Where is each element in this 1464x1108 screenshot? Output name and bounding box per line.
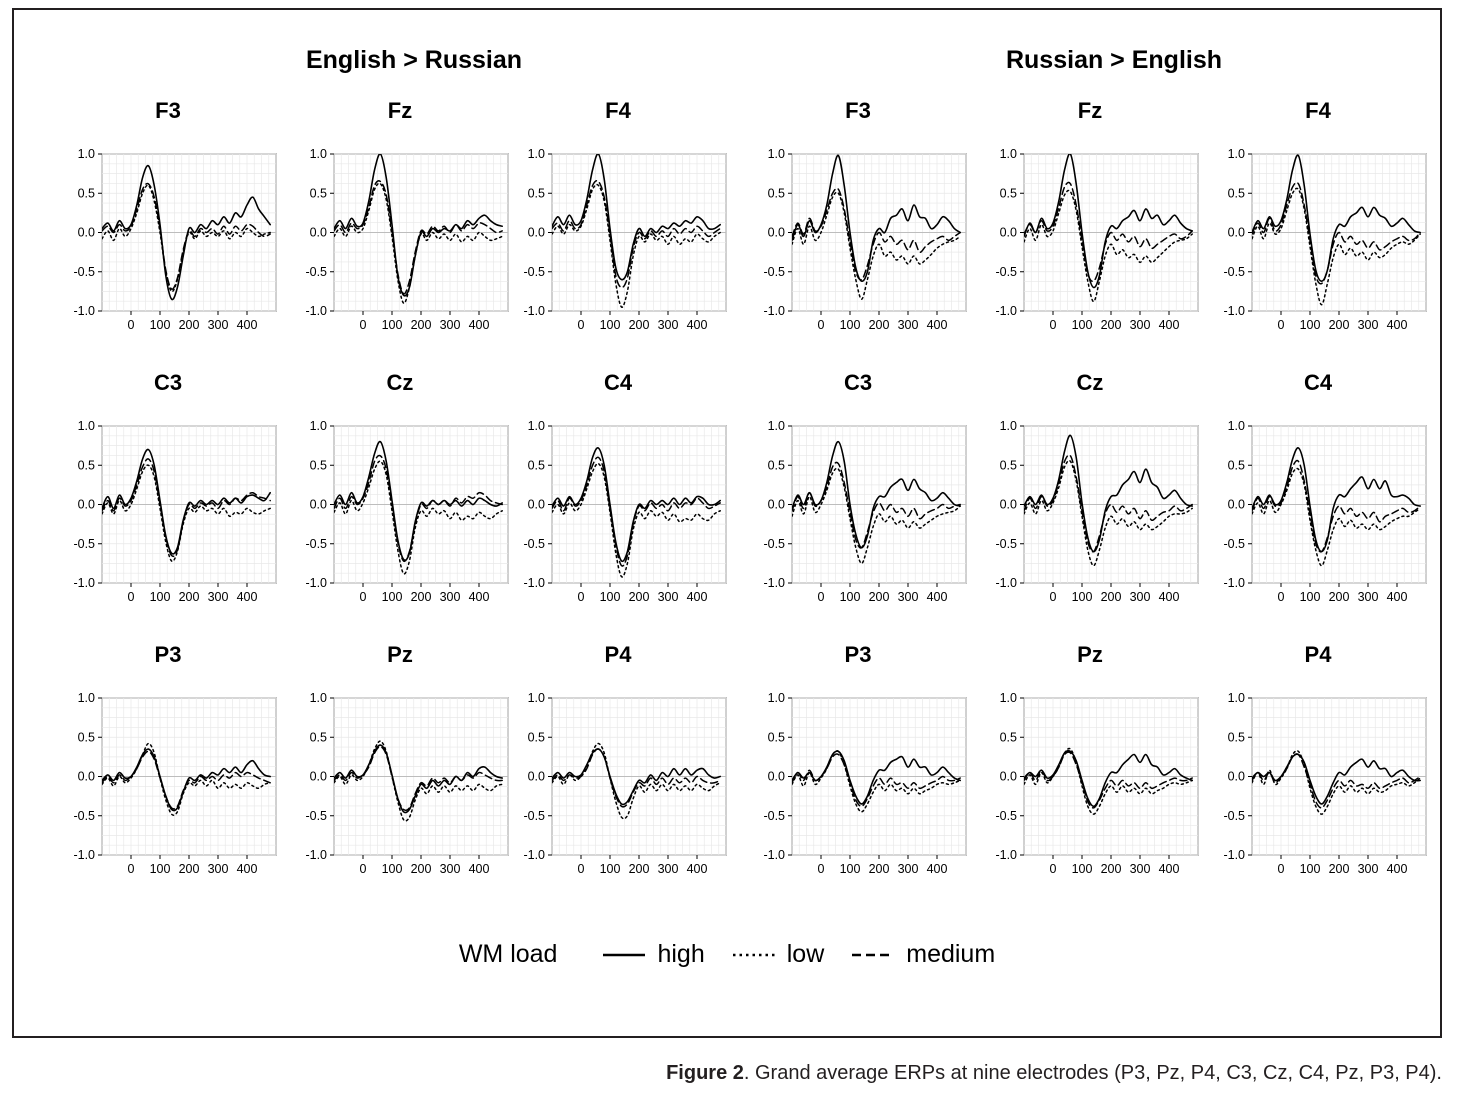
y-tick-label: 1.0 (527, 419, 545, 433)
x-tick-label: 400 (686, 590, 708, 604)
y-tick-label: -1.0 (73, 848, 95, 862)
panel-title: Pz (1077, 642, 1103, 667)
erp-panel-f4-eng-rus (504, 98, 732, 338)
y-tick-label: -0.5 (305, 536, 327, 551)
x-tick-label: 400 (926, 318, 948, 332)
y-tick-label: 1.0 (77, 691, 95, 705)
panel-plot (504, 396, 732, 621)
panel-title: F3 (845, 98, 871, 123)
y-tick-label: -0.5 (523, 808, 545, 823)
x-tick-label: 0 (817, 590, 825, 604)
x-tick-label: 400 (236, 318, 258, 332)
x-tick-label: 200 (628, 862, 650, 876)
x-tick-label: 0 (359, 590, 367, 604)
x-tick-label: 0 (817, 318, 825, 332)
x-tick-label: 300 (1129, 590, 1151, 604)
y-tick-label: 0.0 (1227, 769, 1245, 784)
x-tick-label: 400 (1386, 590, 1408, 604)
y-tick-label: -1.0 (763, 848, 785, 862)
erp-panel-f3-eng-rus (54, 98, 282, 338)
y-tick-label: 1.0 (309, 147, 327, 161)
x-tick-label: 0 (127, 318, 135, 332)
x-tick-label: 400 (236, 862, 258, 876)
panel-title: C3 (153, 370, 183, 395)
x-tick-label: 0 (577, 862, 585, 876)
x-tick-label: 100 (1071, 590, 1093, 604)
y-tick-label: 0.0 (77, 497, 95, 512)
x-tick-label: 100 (1299, 590, 1321, 604)
y-tick-label: -1.0 (523, 848, 545, 862)
y-tick-label: 1.0 (767, 147, 785, 161)
x-tick-label: 100 (839, 590, 861, 604)
y-tick-label: -1.0 (305, 576, 327, 590)
y-tick-label: -0.5 (523, 536, 545, 551)
erp-panel-c3-eng-rus (54, 370, 282, 610)
y-tick-label: 0.5 (999, 730, 1017, 745)
x-tick-label: 200 (628, 590, 650, 604)
x-tick-label: 100 (1299, 318, 1321, 332)
erp-panel-c4-eng-rus (504, 370, 732, 610)
x-tick-label: 0 (1277, 862, 1285, 876)
x-tick-label: 400 (1158, 590, 1180, 604)
y-tick-label: -0.5 (523, 264, 545, 279)
y-tick-label: 0.0 (527, 225, 545, 240)
y-tick-label: -1.0 (995, 304, 1017, 318)
y-tick-label: 0.0 (767, 225, 785, 240)
legend-swatch-solid-icon (601, 948, 647, 962)
erp-panel-p3-eng-rus (54, 642, 282, 882)
x-tick-label: 0 (359, 862, 367, 876)
figure-frame (12, 8, 1442, 1038)
legend-swatch-dashed-icon (850, 948, 896, 962)
x-tick-label: 300 (1129, 862, 1151, 876)
panel-plot (504, 124, 732, 349)
panel-plot (976, 396, 1204, 621)
y-tick-label: -1.0 (1223, 848, 1245, 862)
y-tick-label: 0.0 (527, 769, 545, 784)
y-tick-label: 0.0 (767, 497, 785, 512)
erp-panel-pz-rus-eng (976, 642, 1204, 882)
x-tick-label: 300 (207, 862, 229, 876)
panel-title: Cz (386, 370, 414, 395)
x-tick-label: 200 (868, 862, 890, 876)
x-tick-label: 300 (897, 318, 919, 332)
panel-title: C4 (603, 370, 633, 395)
x-tick-label: 100 (149, 318, 171, 332)
legend-title: WM load (458, 940, 558, 968)
x-tick-label: 0 (1049, 862, 1057, 876)
y-tick-label: 0.0 (309, 769, 327, 784)
erp-panel-f4-rus-eng (1204, 98, 1432, 338)
x-tick-label: 200 (1100, 318, 1122, 332)
y-tick-label: 0.5 (77, 458, 95, 473)
legend-item-high (601, 940, 704, 969)
y-tick-label: 0.0 (999, 769, 1017, 784)
x-tick-label: 300 (207, 590, 229, 604)
x-tick-label: 400 (468, 590, 490, 604)
erp-panel-fz-rus-eng (976, 98, 1204, 338)
panel-plot (54, 396, 282, 621)
y-tick-label: -0.5 (763, 808, 785, 823)
panel-plot (54, 668, 282, 893)
y-tick-label: 0.5 (527, 186, 545, 201)
y-tick-label: 1.0 (77, 147, 95, 161)
y-tick-label: 0.5 (767, 730, 785, 745)
y-tick-label: 0.5 (309, 186, 327, 201)
x-tick-label: 300 (1357, 590, 1379, 604)
x-tick-label: 300 (657, 590, 679, 604)
y-tick-label: -0.5 (73, 808, 95, 823)
x-tick-label: 200 (178, 318, 200, 332)
y-tick-label: 0.5 (1227, 186, 1245, 201)
y-tick-label: 0.0 (77, 225, 95, 240)
x-tick-label: 0 (1049, 318, 1057, 332)
x-tick-label: 200 (1100, 590, 1122, 604)
y-tick-label: -1.0 (763, 304, 785, 318)
y-tick-label: 0.5 (527, 458, 545, 473)
x-tick-label: 100 (599, 862, 621, 876)
figure-caption (666, 1062, 1442, 1085)
erp-panel-c3-rus-eng (744, 370, 972, 610)
y-tick-label: -1.0 (523, 576, 545, 590)
y-tick-label: 0.5 (1227, 730, 1245, 745)
group-title-english-russian: English > Russian (305, 46, 523, 74)
y-tick-label: -0.5 (305, 264, 327, 279)
legend-label-high: high (657, 940, 705, 968)
x-tick-label: 200 (410, 318, 432, 332)
x-tick-label: 100 (381, 590, 403, 604)
panel-plot (286, 668, 514, 893)
legend-item-low (731, 940, 825, 969)
y-tick-label: 0.0 (309, 497, 327, 512)
x-tick-label: 100 (599, 318, 621, 332)
x-tick-label: 400 (468, 862, 490, 876)
y-tick-label: 0.0 (309, 225, 327, 240)
y-tick-label: 1.0 (767, 419, 785, 433)
x-tick-label: 0 (127, 862, 135, 876)
y-tick-label: -0.5 (763, 536, 785, 551)
x-tick-label: 400 (1386, 862, 1408, 876)
x-tick-label: 100 (599, 590, 621, 604)
panel-plot (744, 668, 972, 893)
x-tick-label: 100 (1071, 318, 1093, 332)
x-tick-label: 400 (1158, 318, 1180, 332)
x-tick-label: 300 (439, 862, 461, 876)
y-tick-label: 0.5 (1227, 458, 1245, 473)
x-tick-label: 0 (1277, 318, 1285, 332)
panel-plot (976, 668, 1204, 893)
x-tick-label: 100 (381, 318, 403, 332)
erp-panel-cz-rus-eng (976, 370, 1204, 610)
x-tick-label: 300 (439, 590, 461, 604)
y-tick-label: -1.0 (305, 304, 327, 318)
panel-title: P3 (844, 642, 872, 667)
y-tick-label: -1.0 (73, 576, 95, 590)
x-tick-label: 100 (149, 590, 171, 604)
group-title-russian-english: Russian > English (1005, 46, 1223, 74)
y-tick-label: -1.0 (73, 304, 95, 318)
y-tick-label: -0.5 (1223, 808, 1245, 823)
x-tick-label: 0 (817, 862, 825, 876)
erp-panel-c4-rus-eng (1204, 370, 1432, 610)
panel-title: F4 (1305, 98, 1331, 123)
panel-plot (1204, 396, 1432, 621)
x-tick-label: 0 (359, 318, 367, 332)
y-tick-label: 0.5 (527, 730, 545, 745)
y-tick-label: 0.0 (999, 497, 1017, 512)
legend-item-medium (850, 940, 995, 969)
y-tick-label: -0.5 (995, 808, 1017, 823)
y-tick-label: 1.0 (1227, 147, 1245, 161)
erp-panel-p3-rus-eng (744, 642, 972, 882)
x-tick-label: 100 (1299, 862, 1321, 876)
panel-plot (976, 124, 1204, 349)
y-tick-label: 0.0 (527, 497, 545, 512)
panel-title: P4 (604, 642, 632, 667)
y-tick-label: 0.5 (77, 730, 95, 745)
legend-swatch-dotted-icon (731, 948, 777, 962)
y-tick-label: 0.0 (77, 769, 95, 784)
y-tick-label: 0.5 (767, 458, 785, 473)
y-tick-label: 1.0 (999, 419, 1017, 433)
y-tick-label: 0.0 (999, 225, 1017, 240)
legend-label-low: low (786, 940, 825, 968)
x-tick-label: 300 (657, 318, 679, 332)
x-tick-label: 0 (1049, 590, 1057, 604)
y-tick-label: -1.0 (995, 848, 1017, 862)
x-tick-label: 200 (1328, 590, 1350, 604)
x-tick-label: 400 (686, 862, 708, 876)
x-tick-label: 300 (897, 862, 919, 876)
panel-title: F3 (155, 98, 181, 123)
y-tick-label: 1.0 (309, 691, 327, 705)
x-tick-label: 200 (410, 590, 432, 604)
erp-panel-p4-rus-eng (1204, 642, 1432, 882)
y-tick-label: 1.0 (1227, 691, 1245, 705)
x-tick-label: 0 (577, 590, 585, 604)
y-tick-label: 1.0 (767, 691, 785, 705)
y-tick-label: 1.0 (527, 691, 545, 705)
x-tick-label: 200 (628, 318, 650, 332)
y-tick-label: -0.5 (995, 536, 1017, 551)
panel-title: C3 (843, 370, 873, 395)
erp-panel-f3-rus-eng (744, 98, 972, 338)
panel-plot (744, 396, 972, 621)
y-tick-label: -0.5 (73, 264, 95, 279)
x-tick-label: 200 (178, 862, 200, 876)
caption-text: . Grand average ERPs at nine electrodes (P3, Pz, P4, C3, Cz, C4, Pz, P3, P4). (743, 1062, 1442, 1084)
erp-panel-p4-eng-rus (504, 642, 732, 882)
y-tick-label: 0.5 (767, 186, 785, 201)
x-tick-label: 400 (926, 590, 948, 604)
panel-plot (54, 124, 282, 349)
panel-plot (1204, 668, 1432, 893)
y-tick-label: 0.0 (1227, 497, 1245, 512)
y-tick-label: -0.5 (995, 264, 1017, 279)
x-tick-label: 400 (686, 318, 708, 332)
y-tick-label: -1.0 (1223, 576, 1245, 590)
y-tick-label: 0.5 (999, 458, 1017, 473)
panel-title: Cz (1076, 370, 1104, 395)
x-tick-label: 0 (1277, 590, 1285, 604)
y-tick-label: -0.5 (305, 808, 327, 823)
panel-title: C4 (1303, 370, 1333, 395)
y-tick-label: -0.5 (1223, 264, 1245, 279)
y-tick-label: 1.0 (999, 147, 1017, 161)
x-tick-label: 400 (1158, 862, 1180, 876)
panel-plot (286, 396, 514, 621)
y-tick-label: 0.5 (77, 186, 95, 201)
x-tick-label: 100 (381, 862, 403, 876)
y-tick-label: 1.0 (999, 691, 1017, 705)
x-tick-label: 400 (236, 590, 258, 604)
x-tick-label: 100 (839, 862, 861, 876)
x-tick-label: 300 (657, 862, 679, 876)
y-tick-label: 0.5 (309, 458, 327, 473)
panel-title: P3 (154, 642, 182, 667)
panel-plot (1204, 124, 1432, 349)
y-tick-label: -1.0 (763, 576, 785, 590)
y-tick-label: 0.5 (309, 730, 327, 745)
legend-label-medium: medium (906, 940, 996, 968)
x-tick-label: 200 (868, 318, 890, 332)
x-tick-label: 200 (178, 590, 200, 604)
x-tick-label: 300 (207, 318, 229, 332)
x-tick-label: 100 (1071, 862, 1093, 876)
x-tick-label: 0 (577, 318, 585, 332)
erp-panel-cz-eng-rus (286, 370, 514, 610)
x-tick-label: 200 (1328, 862, 1350, 876)
y-tick-label: -1.0 (995, 576, 1017, 590)
x-tick-label: 400 (926, 862, 948, 876)
y-tick-label: 0.0 (767, 769, 785, 784)
x-tick-label: 200 (1328, 318, 1350, 332)
panel-title: Fz (387, 98, 413, 123)
y-tick-label: -1.0 (1223, 304, 1245, 318)
y-tick-label: -0.5 (763, 264, 785, 279)
panel-title: P4 (1304, 642, 1332, 667)
erp-panel-fz-eng-rus (286, 98, 514, 338)
panel-title: Fz (1077, 98, 1103, 123)
legend (14, 940, 1440, 969)
y-tick-label: -1.0 (305, 848, 327, 862)
y-tick-label: 0.0 (1227, 225, 1245, 240)
y-tick-label: 0.5 (999, 186, 1017, 201)
x-tick-label: 0 (127, 590, 135, 604)
x-tick-label: 300 (1357, 862, 1379, 876)
x-tick-label: 400 (1386, 318, 1408, 332)
x-tick-label: 200 (868, 590, 890, 604)
x-tick-label: 100 (839, 318, 861, 332)
panel-title: F4 (605, 98, 631, 123)
panel-plot (744, 124, 972, 349)
x-tick-label: 300 (439, 318, 461, 332)
x-tick-label: 200 (1100, 862, 1122, 876)
x-tick-label: 400 (468, 318, 490, 332)
y-tick-label: 1.0 (1227, 419, 1245, 433)
x-tick-label: 300 (897, 590, 919, 604)
caption-label: Figure 2 (666, 1062, 744, 1084)
panel-plot (286, 124, 514, 349)
panel-title: Pz (387, 642, 413, 667)
y-tick-label: 1.0 (309, 419, 327, 433)
erp-panel-pz-eng-rus (286, 642, 514, 882)
y-tick-label: 1.0 (77, 419, 95, 433)
y-tick-label: 1.0 (527, 147, 545, 161)
x-tick-label: 200 (410, 862, 432, 876)
panel-plot (504, 668, 732, 893)
x-tick-label: 100 (149, 862, 171, 876)
x-tick-label: 300 (1129, 318, 1151, 332)
y-tick-label: -1.0 (523, 304, 545, 318)
y-tick-label: -0.5 (73, 536, 95, 551)
x-tick-label: 300 (1357, 318, 1379, 332)
y-tick-label: -0.5 (1223, 536, 1245, 551)
